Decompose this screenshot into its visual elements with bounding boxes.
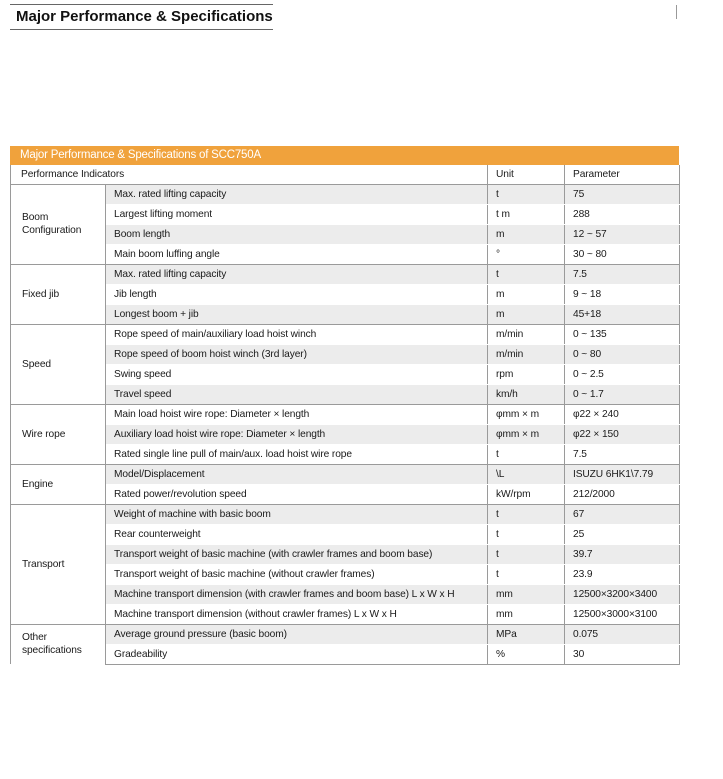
table-row — [11, 384, 680, 404]
parameter-cell: 7.5 — [565, 264, 680, 284]
parameter-cell: 7.5 — [565, 444, 680, 464]
header-parameter: Parameter — [565, 165, 680, 184]
header-rule-mark — [676, 5, 677, 19]
table-row — [11, 544, 680, 564]
indicator-cell: Swing speed — [106, 364, 488, 384]
parameter-cell: φ22 × 150 — [565, 424, 680, 444]
table-row — [11, 264, 680, 284]
indicator-cell: Longest boom + jib — [106, 304, 488, 324]
table-row — [11, 204, 680, 224]
unit-cell: m — [488, 284, 565, 304]
group-label: Engine — [11, 464, 106, 504]
unit-cell: ° — [488, 244, 565, 264]
table-row — [11, 244, 680, 264]
table-row — [11, 504, 680, 524]
parameter-cell: φ22 × 240 — [565, 404, 680, 424]
parameter-cell: 0.075 — [565, 624, 680, 644]
table-row — [11, 484, 680, 504]
parameter-cell: 0 ~ 80 — [565, 344, 680, 364]
unit-cell: kW/rpm — [488, 484, 565, 504]
parameter-cell: 288 — [565, 204, 680, 224]
group-label: Wire rope — [11, 404, 106, 464]
indicator-cell: Max. rated lifting capacity — [106, 264, 488, 284]
table-row — [11, 304, 680, 324]
table-row — [11, 464, 680, 484]
indicator-cell: Weight of machine with basic boom — [106, 504, 488, 524]
indicator-cell: Largest lifting moment — [106, 204, 488, 224]
indicator-cell: Gradeability — [106, 644, 488, 664]
parameter-cell: 67 — [565, 504, 680, 524]
unit-cell: m/min — [488, 344, 565, 364]
table-row — [11, 284, 680, 304]
parameter-cell: 12500×3000×3100 — [565, 604, 680, 624]
indicator-cell: Rope speed of main/auxiliary load hoist winch — [106, 324, 488, 344]
unit-cell: mm — [488, 584, 565, 604]
indicator-cell: Rated single line pull of main/aux. load hoist wire rope — [106, 444, 488, 464]
unit-cell: % — [488, 644, 565, 664]
table-row — [11, 644, 680, 664]
table-row — [11, 344, 680, 364]
table-row — [11, 564, 680, 584]
unit-cell: \L — [488, 464, 565, 484]
indicator-cell: Main load hoist wire rope: Diameter × length — [106, 404, 488, 424]
indicator-cell: Travel speed — [106, 384, 488, 404]
parameter-cell: 30 — [565, 644, 680, 664]
unit-cell: MPa — [488, 624, 565, 644]
header-unit: Unit — [488, 165, 565, 184]
indicator-cell: Machine transport dimension (without crawler frames) L x W x H — [106, 604, 488, 624]
table-row — [11, 444, 680, 464]
table-row — [11, 604, 680, 624]
page-title: Major Performance & Specifications — [10, 4, 273, 30]
parameter-cell: 23.9 — [565, 564, 680, 584]
unit-cell: t — [488, 544, 565, 564]
parameter-cell: 75 — [565, 184, 680, 204]
parameter-cell: ISUZU 6HK1\7.79 — [565, 464, 680, 484]
spec-table-section — [10, 146, 679, 665]
parameter-cell: 212/2000 — [565, 484, 680, 504]
table-header-row — [11, 165, 680, 184]
table-row — [11, 404, 680, 424]
indicator-cell: Rear counterweight — [106, 524, 488, 544]
unit-cell: mm — [488, 604, 565, 624]
parameter-cell: 30 ~ 80 — [565, 244, 680, 264]
parameter-cell: 12 ~ 57 — [565, 224, 680, 244]
indicator-cell: Machine transport dimension (with crawler frames and boom base) L x W x H — [106, 584, 488, 604]
unit-cell: m — [488, 224, 565, 244]
indicator-cell: Rope speed of boom hoist winch (3rd layer) — [106, 344, 488, 364]
table-row — [11, 624, 680, 644]
parameter-cell: 12500×3200×3400 — [565, 584, 680, 604]
unit-cell: t — [488, 564, 565, 584]
indicator-cell: Average ground pressure (basic boom) — [106, 624, 488, 644]
unit-cell: m/min — [488, 324, 565, 344]
indicator-cell: Boom length — [106, 224, 488, 244]
unit-cell: t — [488, 524, 565, 544]
indicator-cell: Max. rated lifting capacity — [106, 184, 488, 204]
unit-cell: rpm — [488, 364, 565, 384]
indicator-cell: Model/Displacement — [106, 464, 488, 484]
unit-cell: φmm × m — [488, 424, 565, 444]
unit-cell: m — [488, 304, 565, 324]
unit-cell: φmm × m — [488, 404, 565, 424]
unit-cell: t — [488, 264, 565, 284]
table-row — [11, 184, 680, 204]
table-row — [11, 524, 680, 544]
parameter-cell: 0 ~ 135 — [565, 324, 680, 344]
table-row — [11, 364, 680, 384]
table-title-banner: Major Performance & Specifications of SCC750A — [10, 146, 679, 165]
unit-cell: t — [488, 184, 565, 204]
group-label: Speed — [11, 324, 106, 404]
indicator-cell: Transport weight of basic machine (without crawler frames) — [106, 564, 488, 584]
group-label: Other specifications — [11, 624, 106, 664]
parameter-cell: 0 ~ 2.5 — [565, 364, 680, 384]
unit-cell: km/h — [488, 384, 565, 404]
header-performance-indicators: Performance Indicators — [11, 165, 488, 184]
indicator-cell: Jib length — [106, 284, 488, 304]
spec-table — [10, 165, 680, 665]
table-row — [11, 324, 680, 344]
indicator-cell: Transport weight of basic machine (with crawler frames and boom base) — [106, 544, 488, 564]
unit-cell: t m — [488, 204, 565, 224]
table-row — [11, 584, 680, 604]
parameter-cell: 25 — [565, 524, 680, 544]
parameter-cell: 45+18 — [565, 304, 680, 324]
indicator-cell: Rated power/revolution speed — [106, 484, 488, 504]
parameter-cell: 0 ~ 1.7 — [565, 384, 680, 404]
parameter-cell: 39.7 — [565, 544, 680, 564]
parameter-cell: 9 ~ 18 — [565, 284, 680, 304]
group-label: Boom Configuration — [11, 184, 106, 264]
indicator-cell: Main boom luffing angle — [106, 244, 488, 264]
group-label: Fixed jib — [11, 264, 106, 324]
unit-cell: t — [488, 444, 565, 464]
indicator-cell: Auxiliary load hoist wire rope: Diameter × length — [106, 424, 488, 444]
table-row — [11, 224, 680, 244]
group-label: Transport — [11, 504, 106, 624]
unit-cell: t — [488, 504, 565, 524]
table-row — [11, 424, 680, 444]
